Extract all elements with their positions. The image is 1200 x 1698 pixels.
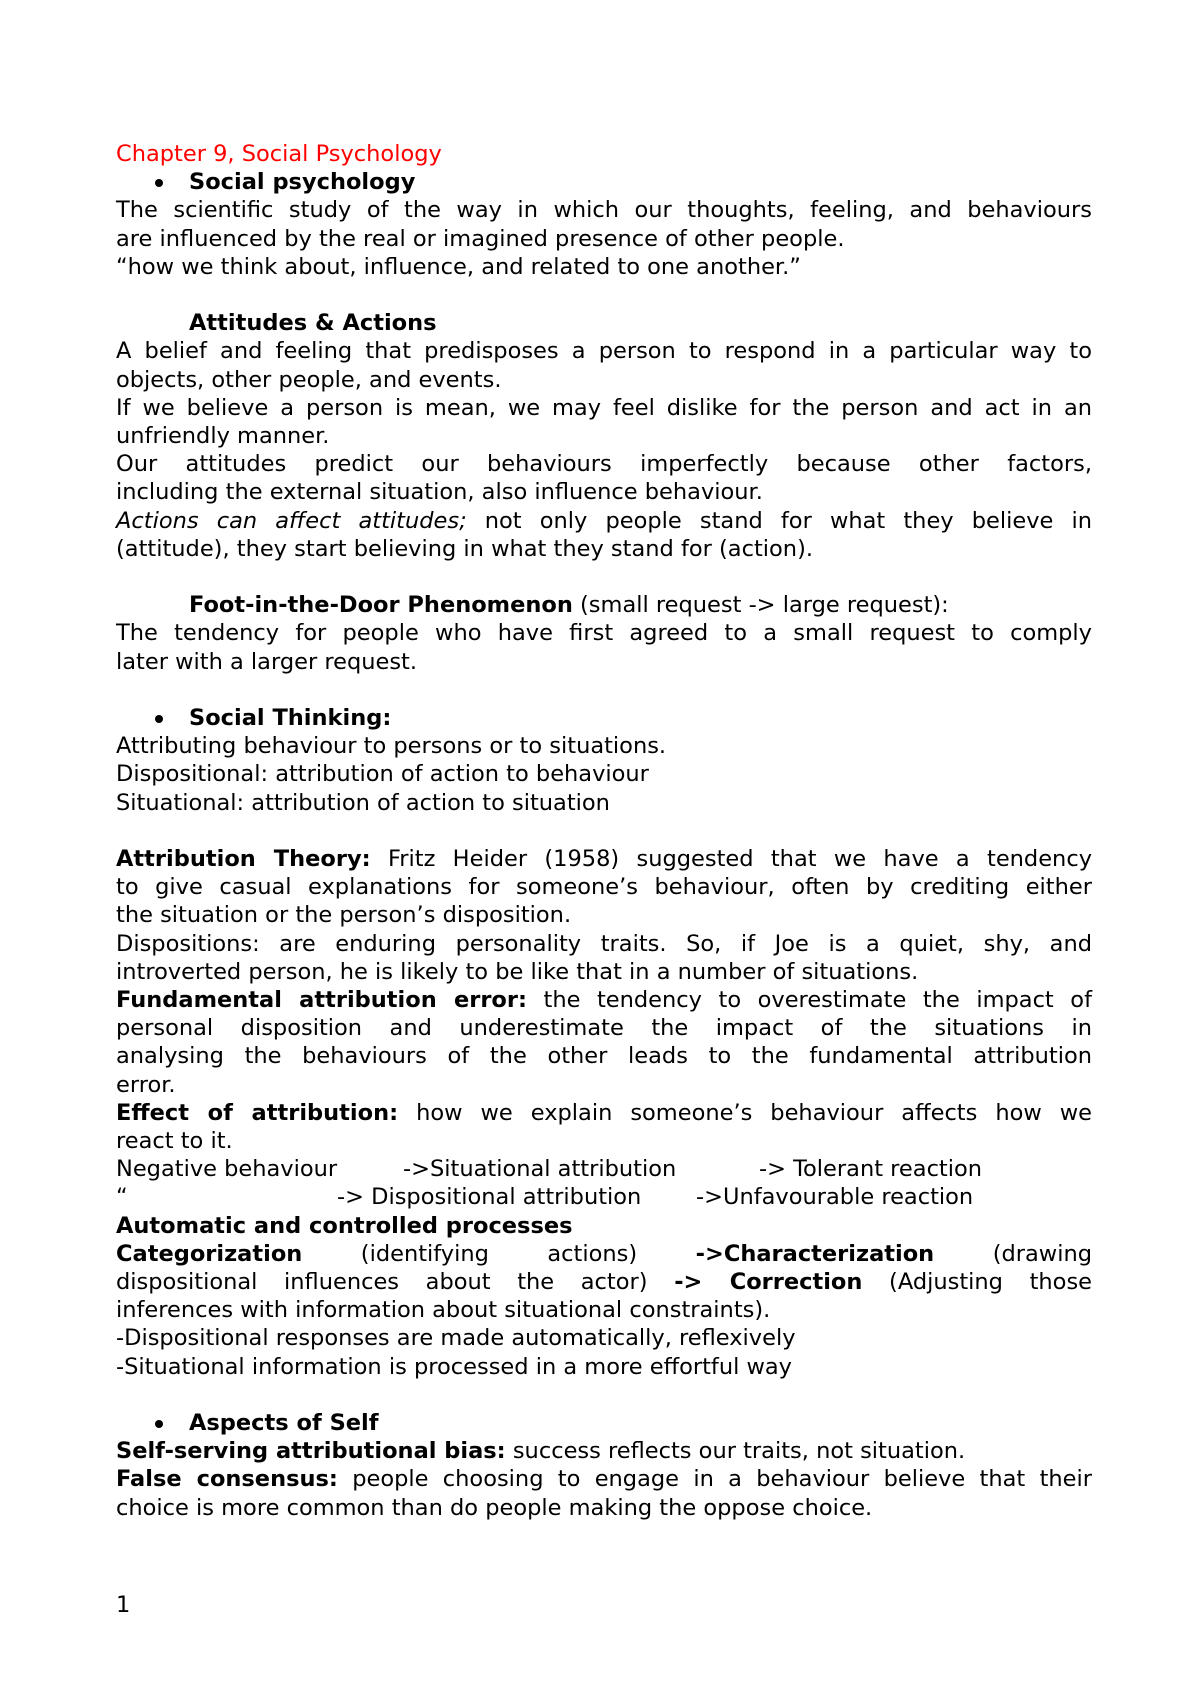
text-line: unfriendly manner. (116, 423, 330, 450)
text-line: later with a larger request. (116, 648, 418, 675)
text-line: Actions can affect attitudes; not only people stand for what they believe in (116, 507, 1092, 534)
text-line: The tendency for people who have first agreed to a small request to comply (116, 620, 1092, 647)
effect-attribution-line: Effect of attribution: how we explain someone’s behaviour affects how we (116, 1099, 1092, 1126)
text-line: including the external situation, also influence behaviour. (116, 479, 763, 506)
text-line: personal disposition and underestimate the impact of the situations in (116, 1015, 1092, 1042)
text-line: Situational: attribution of action to situation (116, 789, 610, 816)
text-line: are influenced by the real or imagined presence of other people. (116, 225, 845, 252)
bullet-aspects-of-self: Aspects of Self (116, 1409, 1092, 1437)
page-content (116, 140, 1092, 1522)
text-line: The scientific study of the way in which our thoughts, feeling, and behaviours (116, 197, 1092, 224)
text-line: react to it. (116, 1128, 233, 1155)
heading-attitudes: Attitudes & Actions (189, 310, 437, 337)
text-line: objects, other people, and events. (116, 366, 502, 393)
text-line: -Dispositional responses are made automatically, reflexively (116, 1325, 796, 1352)
text-line: Our attitudes predict our behaviours imperfectly because other factors, (116, 451, 1092, 478)
text-line: “how we think about, influence, and related to one another.” (116, 253, 801, 280)
text-line: Dispositional: attribution of action to behaviour (116, 761, 649, 788)
attribution-theory-line: Attribution Theory: Fritz Heider (1958) suggested that we have a tendency (116, 846, 1093, 873)
text-line: -Situational information is processed in a more effortful way (116, 1353, 792, 1380)
text-line: inferences with information about situational constraints). (116, 1297, 771, 1324)
attribution-row-negative: Negative behaviour ->Situational attribution -> Tolerant reaction (116, 1156, 983, 1183)
text-line: analysing the behaviours of the other leads to the fundamental attribution (116, 1043, 1092, 1070)
text-line: (attitude), they start believing in what they stand for (action). (116, 535, 813, 562)
attribution-row-quote: “ -> Dispositional attribution ->Unfavourable reaction (116, 1184, 974, 1211)
self-serving-bias-line: Self-serving attributional bias: success reflects our traits, not situation. (116, 1438, 966, 1465)
fundamental-error-line: Fundamental attribution error: the tendency to overestimate the impact of (116, 987, 1092, 1014)
chapter-title: Chapter 9, Social Psychology (116, 141, 442, 167)
text-line: Attributing behaviour to persons or to situations. (116, 733, 667, 760)
bullet-dot-icon (155, 179, 163, 187)
text-line: introverted person, he is likely to be like that in a number of situations. (116, 958, 919, 985)
bullet-dot-icon (155, 1420, 163, 1428)
heading-foot-in-door: Foot-in-the-Door Phenomenon (small request -> large request): (189, 592, 949, 619)
heading-processes: Automatic and controlled processes (116, 1212, 573, 1239)
categorization-line: Categorization (identifying actions) ->Characterization (drawing (116, 1240, 1092, 1267)
text-line: dispositional influences about the actor) -> Correction (Adjusting those (116, 1269, 1093, 1296)
text-line: A belief and feeling that predisposes a person to respond in a particular way to (116, 338, 1092, 365)
text-line: to give casual explanations for someone’s behaviour, often by crediting either (116, 874, 1092, 901)
page-number: 1 (116, 1592, 131, 1618)
bullet-dot-icon (155, 715, 163, 723)
text-line: Dispositions: are enduring personality traits. So, if Joe is a quiet, shy, and (116, 930, 1092, 957)
bullet-social-thinking: Social Thinking: (116, 704, 1092, 732)
text-line: the situation or the person’s disposition. (116, 902, 572, 929)
false-consensus-line: False consensus: people choosing to engage in a behaviour believe that their (116, 1466, 1092, 1493)
bullet-social-psychology: Social psychology (116, 168, 1092, 196)
text-line: choice is more common than do people making the oppose choice. (116, 1494, 873, 1521)
text-line: error. (116, 1071, 176, 1098)
text-line: If we believe a person is mean, we may feel dislike for the person and act in an (116, 394, 1092, 421)
